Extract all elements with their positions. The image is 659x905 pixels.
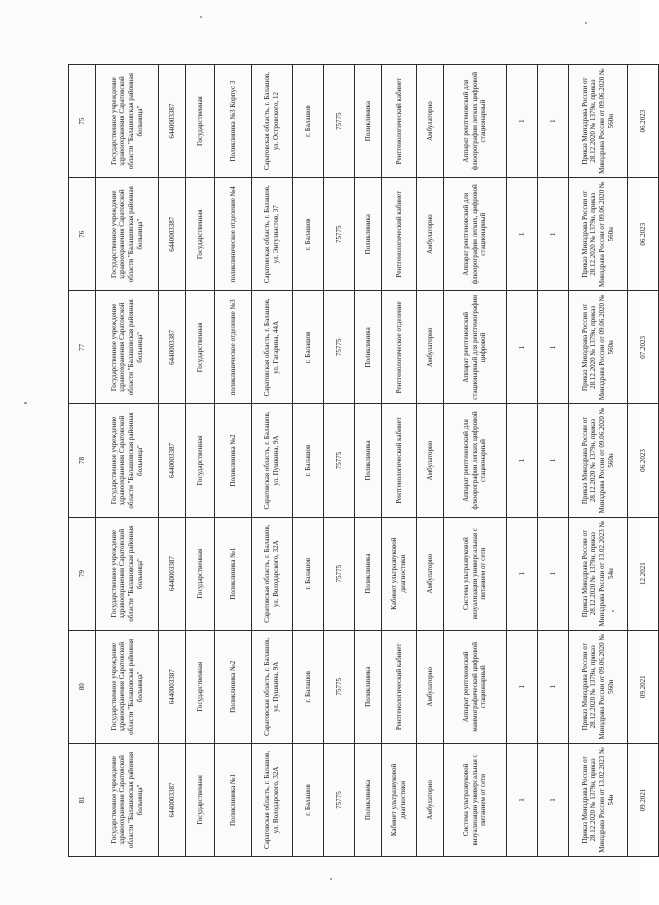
cell-equipment: Аппарат рентгеновский для флюорографии легких цифровой стационарный bbox=[444, 404, 507, 517]
cell-address: Саратовская область, г. Балашов, ул. Энтузиастов, 37 bbox=[252, 178, 293, 291]
cell-equipment: Аппарат рентгеновский для флюорографии легких, цифровой стационарный bbox=[444, 178, 507, 291]
cell-unit: Поликлиника №3 Корпус 3 bbox=[215, 65, 252, 178]
cell-q2: 1 bbox=[538, 404, 569, 517]
cell-city: г. Балашов bbox=[293, 65, 324, 178]
cell-room: Кабинет ультразвуковой диагностики bbox=[382, 517, 417, 630]
cell-inn: 6440003387 bbox=[159, 291, 186, 404]
cell-org: Государственное учреждение здравоохранения Саратовской области "Балашовская районная больница" bbox=[96, 65, 159, 178]
row-organization bbox=[96, 65, 159, 857]
cell-type: Поликлиника bbox=[355, 291, 382, 404]
scan-speck bbox=[585, 22, 587, 24]
row-mode bbox=[417, 65, 444, 857]
cell-city: г. Балашов bbox=[293, 517, 324, 630]
cell-q1: 1 bbox=[507, 743, 538, 856]
cell-address: Саратовская область, г. Балашов, ул. Островского, 12 bbox=[252, 65, 293, 178]
scan-speck bbox=[330, 878, 332, 880]
cell-city: г. Балашов bbox=[293, 291, 324, 404]
cell-year: 07.2023 bbox=[628, 291, 659, 404]
cell-unit: Поликлиника №2 bbox=[215, 630, 252, 743]
row-quantity-2 bbox=[538, 65, 569, 857]
rotated-table-container bbox=[68, 64, 647, 857]
cell-org: Государственное учреждение здравоохранения Саратовской области "Балашовская районная больница" bbox=[96, 404, 159, 517]
cell-city: г. Балашов bbox=[293, 743, 324, 856]
scan-speck bbox=[200, 16, 202, 18]
cell-mode: Амбулаторно bbox=[417, 404, 444, 517]
row-inn bbox=[159, 65, 186, 857]
scan-speck bbox=[612, 610, 614, 612]
cell-num: 77 bbox=[69, 291, 96, 404]
cell-year: 06.2023 bbox=[628, 178, 659, 291]
cell-unit: поликлиническое отделение №3 bbox=[215, 291, 252, 404]
cell-code: 75775 bbox=[324, 178, 355, 291]
cell-num: 76 bbox=[69, 178, 96, 291]
cell-doc: Приказ Минздрава России от 28.12.2020 № 1379н, приказ Минздрава России от 09.06.2020 № 560н bbox=[569, 178, 628, 291]
cell-type: Поликлиника bbox=[355, 743, 382, 856]
cell-year: 12.2021 bbox=[628, 517, 659, 630]
cell-q2: 1 bbox=[538, 178, 569, 291]
cell-mode: Амбулаторно bbox=[417, 291, 444, 404]
cell-address: Саратовская область, г. Балашов, ул. Пушкина, 9А bbox=[252, 404, 293, 517]
cell-ownership: Государственная bbox=[186, 178, 215, 291]
cell-year: 09.2021 bbox=[628, 743, 659, 856]
cell-doc: Приказ Минздрава России от 28.12.2020 № 1379н, приказ Минздрава России от 09.06.2020 № 560н bbox=[569, 291, 628, 404]
scan-speck bbox=[24, 402, 27, 404]
cell-code: 75775 bbox=[324, 404, 355, 517]
cell-year: 06.2023 bbox=[628, 65, 659, 178]
cell-city: г. Балашов bbox=[293, 404, 324, 517]
cell-equipment: Система ультразвуковой визуализации универсальная с питанием от сети bbox=[444, 517, 507, 630]
row-room bbox=[382, 65, 417, 857]
cell-unit: Поликлиника №1 bbox=[215, 743, 252, 856]
row-address bbox=[252, 65, 293, 857]
cell-doc: Приказ Минздрава России от 28.12.2020 № 1379н, приказ Минздрава России от 13.02.2023 № 54н bbox=[569, 743, 628, 856]
cell-doc: Приказ Минздрава России от 28.12.2020 № 1379н, приказ Минздрава России от 09.06.2020 № 560н bbox=[569, 404, 628, 517]
cell-doc: Приказ Минздрава России от 28.12.2020 № 1379н, приказ Минздрава России от 13.02.2023 № 54н bbox=[569, 517, 628, 630]
cell-unit: поликлиническое отделение №4 bbox=[215, 178, 252, 291]
cell-inn: 6440003387 bbox=[159, 517, 186, 630]
equipment-table bbox=[68, 64, 659, 857]
cell-inn: 6440003387 bbox=[159, 630, 186, 743]
cell-code: 75775 bbox=[324, 291, 355, 404]
cell-inn: 6440003387 bbox=[159, 743, 186, 856]
cell-city: г. Балашов bbox=[293, 178, 324, 291]
cell-equipment: Аппарат рентгеновский для флюорографии легких цифровой стационарный bbox=[444, 65, 507, 178]
cell-num: 80 bbox=[69, 630, 96, 743]
cell-city: г. Балашов bbox=[293, 630, 324, 743]
cell-room: Рентгенологический кабинет bbox=[382, 404, 417, 517]
cell-room: Рентгенологическое отделение bbox=[382, 291, 417, 404]
cell-type: Поликлиника bbox=[355, 178, 382, 291]
cell-q1: 1 bbox=[507, 404, 538, 517]
cell-doc: Приказ Минздрава России от 28.12.2020 № 1379н, приказ Минздрава России от 09.06.2020 № 560н bbox=[569, 65, 628, 178]
cell-room: Кабинет ультразвуковой диагностики bbox=[382, 743, 417, 856]
cell-mode: Амбулаторно bbox=[417, 65, 444, 178]
cell-q2: 1 bbox=[538, 743, 569, 856]
cell-ownership: Государственная bbox=[186, 291, 215, 404]
cell-ownership: Государственная bbox=[186, 517, 215, 630]
cell-q2: 1 bbox=[538, 630, 569, 743]
cell-q2: 1 bbox=[538, 65, 569, 178]
row-year bbox=[628, 65, 659, 857]
row-document bbox=[569, 65, 628, 857]
cell-code: 75775 bbox=[324, 743, 355, 856]
cell-type: Поликлиника bbox=[355, 404, 382, 517]
cell-type: Поликлиника bbox=[355, 630, 382, 743]
cell-equipment: Аппарат рентгеновский стационарный для рентгенографии цифровой bbox=[444, 291, 507, 404]
cell-address: Саратовская область, г. Балашов, ул. Володарского, 32А bbox=[252, 517, 293, 630]
row-unit bbox=[215, 65, 252, 857]
cell-mode: Амбулаторно bbox=[417, 743, 444, 856]
cell-q1: 1 bbox=[507, 630, 538, 743]
cell-equipment: Система ультразвуковой визуализации универсальная с питанием от сети bbox=[444, 743, 507, 856]
cell-doc: Приказ Минздрава России от 28.12.2020 № 1379н, приказ Минздрава России от 09.06.2020 № 560н bbox=[569, 630, 628, 743]
cell-inn: 6440003387 bbox=[159, 65, 186, 178]
cell-q2: 1 bbox=[538, 517, 569, 630]
row-code bbox=[324, 65, 355, 857]
cell-address: Саратовская область, г. Балашов, ул. Гагарина, 44А bbox=[252, 291, 293, 404]
row-quantity-1 bbox=[507, 65, 538, 857]
cell-org: Государственное учреждение здравоохранения Саратовской области "Балашовская районная больница" bbox=[96, 630, 159, 743]
cell-q1: 1 bbox=[507, 178, 538, 291]
cell-type: Поликлиника bbox=[355, 65, 382, 178]
cell-room: Рентгенологический кабинет bbox=[382, 65, 417, 178]
cell-room: Рентгенологический кабинет bbox=[382, 630, 417, 743]
cell-unit: Поликлиника №2 bbox=[215, 404, 252, 517]
cell-address: Саратовская область, г. Балашов, ул. Пушкина, 9А bbox=[252, 630, 293, 743]
cell-ownership: Государственная bbox=[186, 743, 215, 856]
cell-inn: 6440003387 bbox=[159, 178, 186, 291]
cell-code: 75775 bbox=[324, 517, 355, 630]
row-city bbox=[293, 65, 324, 857]
cell-year: 09.2021 bbox=[628, 630, 659, 743]
cell-mode: Амбулаторно bbox=[417, 517, 444, 630]
row-ownership bbox=[186, 65, 215, 857]
cell-num: 79 bbox=[69, 517, 96, 630]
cell-org: Государственное учреждение здравоохранения Саратовской области "Балашовская районная больница" bbox=[96, 517, 159, 630]
cell-code: 75775 bbox=[324, 630, 355, 743]
cell-org: Государственное учреждение здравоохранения Саратовской области "Балашовская районная больница" bbox=[96, 743, 159, 856]
cell-q2: 1 bbox=[538, 291, 569, 404]
cell-ownership: Государственная bbox=[186, 630, 215, 743]
cell-q1: 1 bbox=[507, 291, 538, 404]
cell-equipment: Аппарат рентгеновский маммографический цифровой стационарный bbox=[444, 630, 507, 743]
cell-room: Рентгенологический кабинет bbox=[382, 178, 417, 291]
cell-num: 78 bbox=[69, 404, 96, 517]
cell-ownership: Государственная bbox=[186, 404, 215, 517]
cell-q1: 1 bbox=[507, 65, 538, 178]
cell-mode: Амбулаторно bbox=[417, 630, 444, 743]
table-body bbox=[69, 65, 659, 857]
cell-org: Государственное учреждение здравоохранения Саратовской области "Балашовская районная больница" bbox=[96, 291, 159, 404]
row-type bbox=[355, 65, 382, 857]
row-number bbox=[69, 65, 96, 857]
cell-inn: 6440003387 bbox=[159, 404, 186, 517]
cell-org: Государственное учреждение здравоохранения Саратовской области "Балашовская районная больница" bbox=[96, 178, 159, 291]
cell-address: Саратовская область, г. Балашов, ул. Володарского, 32А bbox=[252, 743, 293, 856]
cell-num: 81 bbox=[69, 743, 96, 856]
cell-q1: 1 bbox=[507, 517, 538, 630]
cell-mode: Амбулаторно bbox=[417, 178, 444, 291]
cell-unit: Поликлиника №1 bbox=[215, 517, 252, 630]
cell-code: 75775 bbox=[324, 65, 355, 178]
cell-ownership: Государственная bbox=[186, 65, 215, 178]
cell-num: 75 bbox=[69, 65, 96, 178]
cell-year: 06.2023 bbox=[628, 404, 659, 517]
row-equipment bbox=[444, 65, 507, 857]
cell-type: Поликлиника bbox=[355, 517, 382, 630]
